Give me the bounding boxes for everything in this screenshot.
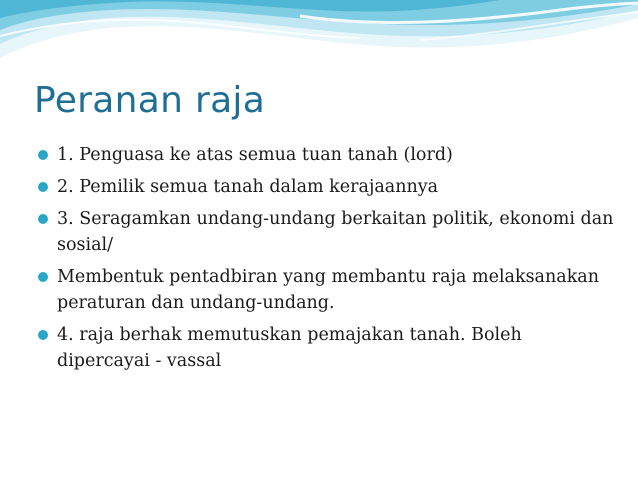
slide-title: Peranan raja xyxy=(34,80,266,121)
bullet-item xyxy=(35,264,615,316)
bullet-text: 4. raja berhak memutuskan pemajakan tanah. Boleh dipercayai - vassal xyxy=(57,325,522,371)
bullet-text: 1. Penguasa ke atas semua tuan tanah (lord) xyxy=(57,145,453,165)
bullet-item xyxy=(35,142,615,168)
bullet-item xyxy=(35,174,615,200)
bullet-icon xyxy=(38,182,48,192)
bullet-text: 3. Seragamkan undang-undang berkaitan politik, ekonomi dan sosial/ xyxy=(57,209,614,255)
bullet-icon xyxy=(38,214,48,224)
bullet-text: Membentuk pentadbiran yang membantu raja melaksanakan peraturan dan undang-undang. xyxy=(57,267,600,313)
bullet-icon xyxy=(38,330,48,340)
bullet-item xyxy=(35,206,615,258)
bullet-icon xyxy=(38,272,48,282)
bullet-text: 2. Pemilik semua tanah dalam kerajaannya xyxy=(57,177,439,197)
bullet-item xyxy=(35,322,615,374)
bullet-list xyxy=(35,142,615,380)
wave-header-decoration xyxy=(0,0,638,80)
bullet-icon xyxy=(38,150,48,160)
